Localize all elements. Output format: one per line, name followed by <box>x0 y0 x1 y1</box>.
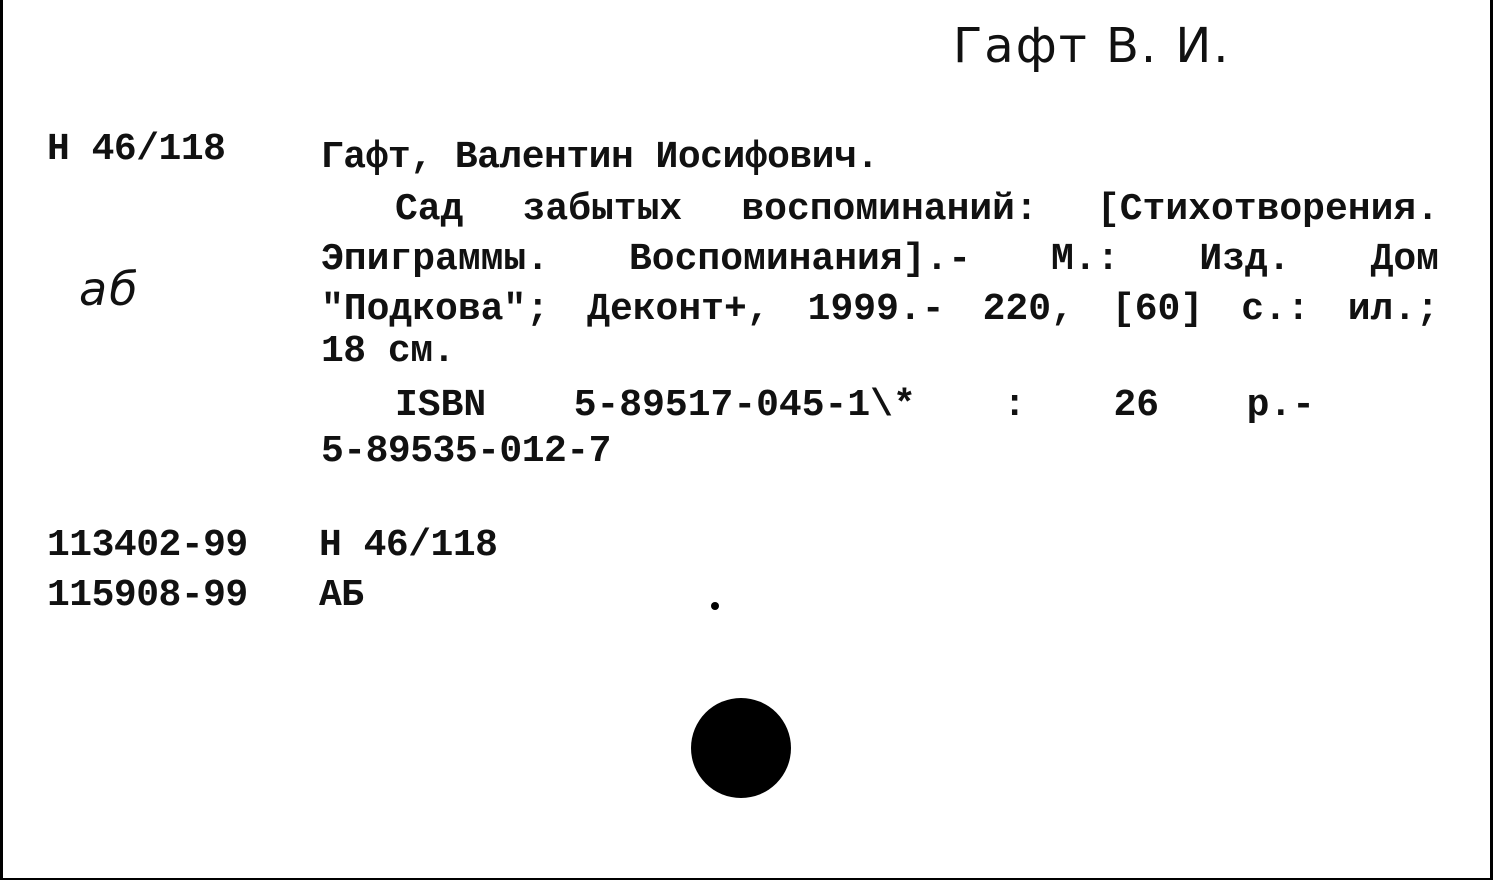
handwritten-dept-mark: аб <box>79 262 140 316</box>
description-word: 220, <box>982 288 1074 331</box>
holding-location: Н 46/118 <box>319 524 498 567</box>
description-word: с.: <box>1241 288 1310 331</box>
ink-speck <box>711 602 719 610</box>
description-word: Сад <box>395 188 464 231</box>
description-line-1 <box>395 188 1439 232</box>
shelf-mark: Н 46/118 <box>47 128 226 171</box>
author-heading: Гафт, Валентин Иосифович. <box>321 136 879 179</box>
description-word: М.: <box>1051 238 1120 281</box>
isbn-second: 5-89535-012-7 <box>321 430 611 473</box>
description-word: [60] <box>1111 288 1204 331</box>
punch-hole <box>691 698 791 798</box>
size-line: 18 см. <box>321 330 455 373</box>
description-word: Изд. <box>1199 238 1291 281</box>
description-line-2 <box>321 238 1439 282</box>
description-word: Дом <box>1370 238 1439 281</box>
description-line-3 <box>321 288 1439 332</box>
handwritten-heading: Гафт В. И. <box>953 18 1231 74</box>
description-word: воспоминаний: <box>741 188 1038 231</box>
description-word: Деконт+, <box>587 288 770 331</box>
isbn-value: 5-89517-045-1\* <box>573 384 916 427</box>
isbn-line <box>395 384 1315 428</box>
description-word: [Стихотворения. <box>1096 188 1439 231</box>
description-word: "Подкова"; <box>321 288 550 331</box>
description-word: Воспоминания].- <box>629 238 972 281</box>
holding-location: АБ <box>319 574 364 617</box>
description-word: Эпиграммы. <box>321 238 550 281</box>
price-value: 26 <box>1113 384 1160 427</box>
description-word: ил.; <box>1347 288 1439 331</box>
isbn-separator: : <box>1003 384 1027 427</box>
holding-number: 113402-99 <box>47 524 248 567</box>
holding-number: 115908-99 <box>47 574 248 617</box>
description-word: 1999.- <box>807 288 945 331</box>
price-unit: р.- <box>1246 384 1315 427</box>
description-word: забытых <box>522 188 683 231</box>
isbn-label: ISBN <box>395 384 487 427</box>
